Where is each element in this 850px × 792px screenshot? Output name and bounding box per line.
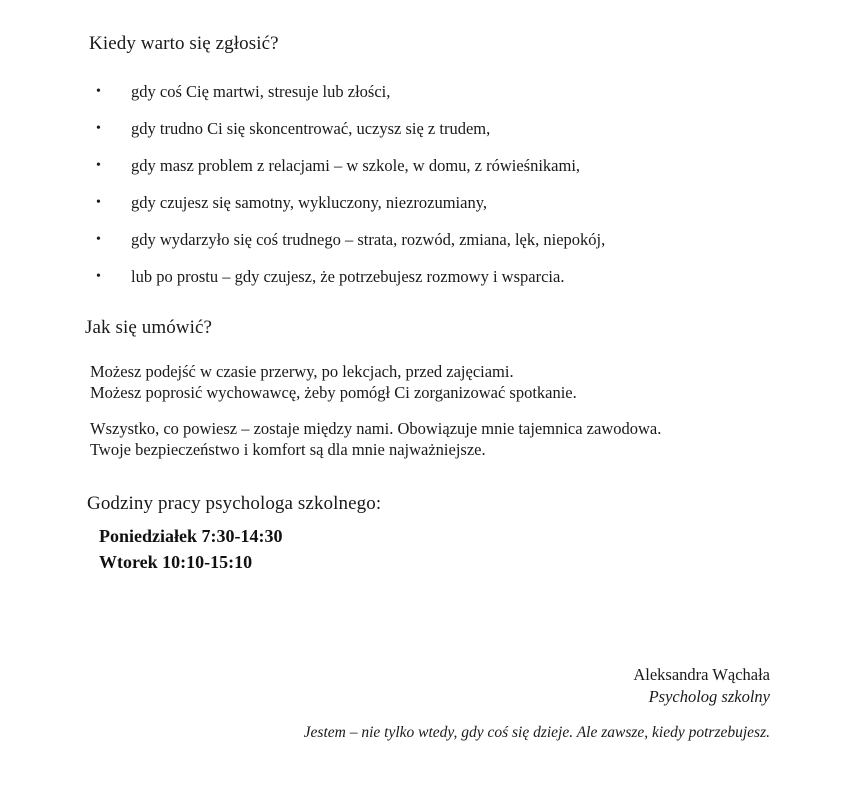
signature-block <box>633 664 770 708</box>
bullet-icon: • <box>96 84 101 99</box>
section-heading-when-to-come: Kiedy warto się zgłosić? <box>89 33 279 54</box>
list-item-text: gdy coś Cię martwi, stresuje lub złości, <box>131 82 391 101</box>
how-to-arrange-paragraph <box>90 362 577 403</box>
list-item <box>0 221 850 258</box>
section-heading-how-to-arrange: Jak się umówić? <box>85 317 213 338</box>
list-item-text: lub po prostu – gdy czujesz, że potrzebujesz rozmowy i wsparcia. <box>131 267 565 286</box>
bullet-icon: • <box>96 121 101 136</box>
signature-role: Psycholog szkolny <box>648 687 770 706</box>
privacy-paragraph <box>90 419 661 460</box>
list-item-text: gdy masz problem z relacjami – w szkole, w domu, z rówieśnikami, <box>131 156 581 175</box>
office-hours-entry: Poniedziałek 7:30-14:30 <box>99 526 283 546</box>
section-heading-office-hours: Godziny pracy psychologa szkolnego: <box>87 493 382 514</box>
paragraph-line: Twoje bezpieczeństwo i komfort są dla mnie najważniejsze. <box>90 439 486 459</box>
list-item-text: gdy trudno Ci się skoncentrować, uczysz się z trudem, <box>131 119 491 138</box>
signature-name: Aleksandra Wąchała <box>633 665 770 684</box>
paragraph-line: Możesz podejść w czasie przerwy, po lekcjach, przed zajęciami. <box>90 362 514 381</box>
list-item <box>0 110 850 147</box>
list-item-text: gdy czujesz się samotny, wykluczony, niezrozumiany, <box>131 193 488 212</box>
office-hours-list <box>99 523 282 575</box>
office-hours-entry: Wtorek 10:10-15:10 <box>99 552 253 572</box>
bullet-icon: • <box>96 232 101 247</box>
paragraph-line: Możesz poprosić wychowawcę, żeby pomógł Ci zorganizować spotkanie. <box>90 382 577 402</box>
bullet-icon: • <box>96 195 101 210</box>
list-item <box>0 73 850 110</box>
paragraph-line: Wszystko, co powiesz – zostaje między nami. Obowiązuje mnie tajemnica zawodowa. <box>90 419 662 438</box>
bullet-icon: • <box>96 269 101 284</box>
bullet-icon: • <box>96 158 101 173</box>
list-item <box>0 258 850 295</box>
when-to-come-list <box>0 73 850 295</box>
list-item-text: gdy wydarzyło się coś trudnego – strata, rozwód, zmiana, lęk, niepokój, <box>131 230 606 249</box>
closing-statement: Jestem – nie tylko wtedy, gdy coś się dzieje. Ale zawsze, kiedy potrzebujesz. <box>303 724 770 741</box>
list-item <box>0 184 850 221</box>
list-item <box>0 147 850 184</box>
